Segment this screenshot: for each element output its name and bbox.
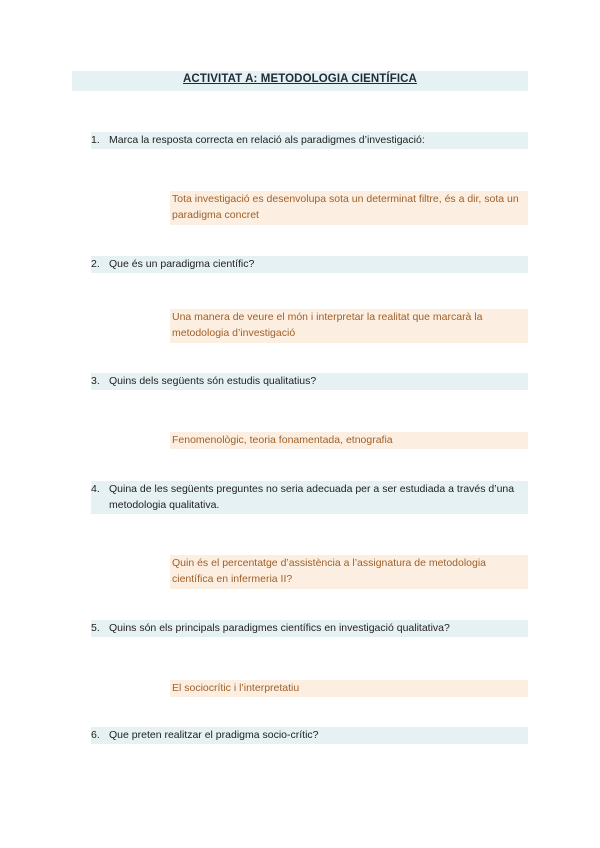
question-text: Marca la resposta correcta en relació als paradigmes d’investigació:: [109, 134, 425, 146]
answer-5: [170, 680, 528, 697]
question-number: 5.: [91, 622, 100, 634]
title-bar: [72, 71, 528, 91]
question-3: [91, 373, 528, 390]
question-2: [91, 256, 528, 273]
answer-4: [170, 555, 528, 589]
question-number: 4.: [91, 483, 100, 495]
question-number: 6.: [91, 729, 100, 741]
question-text: Quina de les següents preguntes no seria adecuada per a ser estudiada a través d’una metodologia qualitativa.: [109, 483, 515, 511]
question-number: 3.: [91, 375, 100, 387]
question-6: [91, 727, 528, 744]
question-4: [91, 481, 528, 514]
question-text: Quins dels següents són estudis qualitatius?: [109, 375, 317, 387]
answer-1: [170, 191, 528, 225]
answer-3: [170, 432, 528, 449]
question-number: 1.: [91, 134, 100, 146]
question-text: Que és un paradigma científic?: [109, 258, 255, 270]
answer-text: Tota investigació es desenvolupa sota un determinat filtre, és a dir, sota un paradigma concret: [172, 193, 519, 221]
answer-2: [170, 309, 528, 343]
answer-text: Una manera de veure el món i interpretar la realitat que marcarà la metodologia d’investigació: [172, 311, 483, 339]
answer-text: Quin és el percentatge d’assistència a l’assignatura de metodologia científica en infermeria II?: [172, 557, 487, 585]
answer-text: Fenomenològic, teoria fonamentada, etnografia: [172, 434, 393, 446]
question-number: 2.: [91, 258, 100, 270]
page-title: ACTIVITAT A: METODOLOGIA CIENTÍFICA: [183, 73, 417, 85]
answer-text: El sociocrític i l’interpretatiu: [172, 682, 300, 694]
question-text: Quins són els principals paradigmes científics en investigació qualitativa?: [109, 622, 450, 634]
question-text: Que preten realitzar el pradigma socio-crític?: [109, 729, 319, 741]
question-1: [91, 132, 528, 149]
question-5: [91, 620, 528, 637]
